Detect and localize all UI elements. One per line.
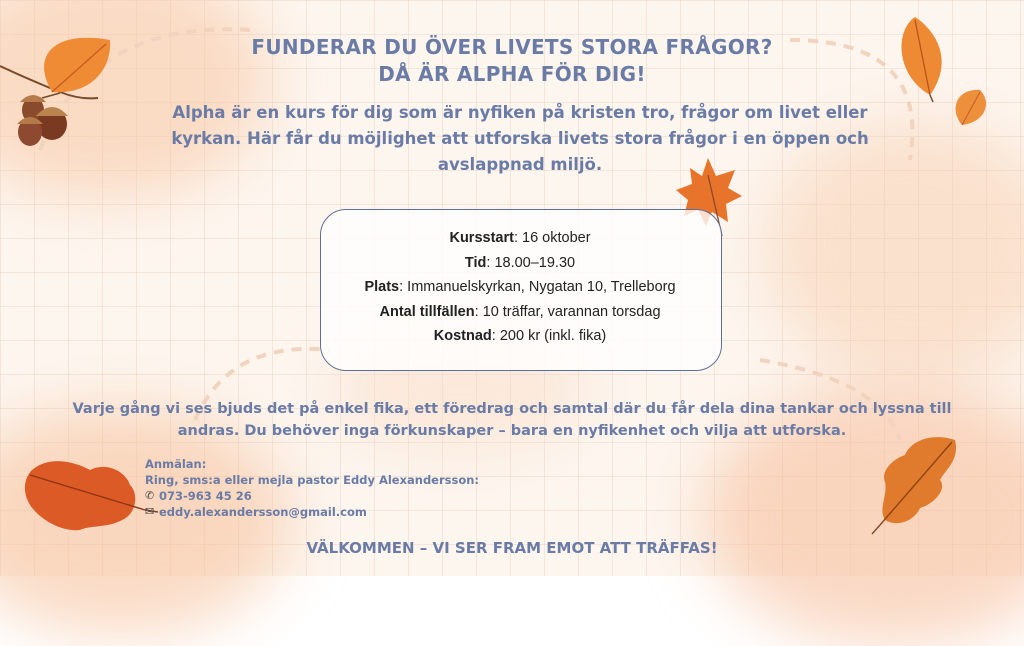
contact-instruction: Ring, sms:a eller mejla pastor Eddy Alexandersson: [145,473,480,487]
phone-number[interactable]: 073-963 45 26 [159,489,252,503]
headline-line-2: DÅ ÄR ALPHA FÖR DIG! [378,62,646,86]
description-text: Varje gång vi ses bjuds det på enkel fika, ett föredrag och samtal där du får dela dina tankar och lyssna till andras. Du behöver inga förkunskaper – bara en nyfikenhet och vilja att utforska. [72,401,952,439]
closing-text: VÄLKOMMEN – VI SER FRAM EMOT ATT TRÄFFAS! [306,539,718,557]
oak-leaf-icon [25,461,158,530]
intro-text: Alpha är en kurs för dig som är nyfiken på kristen tro, frågor om livet eller kyrkan. Här får du möjlighet att utforska livets stora frågor i en öppen och avslappnad miljö. [171,103,869,174]
autumn-leaf-icon [901,17,941,102]
email-address[interactable]: eddy.alexandersson@gmail.com [159,505,367,519]
mail-icon: ✉ [145,505,155,518]
course-details [320,226,720,349]
phone-icon: ✆ [145,489,155,502]
autumn-leaf-icon [956,90,986,125]
headline-line-1: FUNDERAR DU ÖVER LIVETS STORA FRÅGOR? [251,35,773,59]
email-row [145,504,479,520]
contact-section [145,456,479,520]
phone-row [145,488,479,504]
contact-heading: Anmälan: [145,457,207,471]
detail-kursstart: Kursstart: 16 oktober [449,230,591,246]
detail-plats: Plats: Immanuelskyrkan, Nygatan 10, Trelleborg [364,279,676,295]
detail-kostnad: Kostnad: 200 kr (inkl. fika) [433,328,607,344]
detail-antal-tillfallen: Antal tillfällen: 10 träffar, varannan torsdag [379,303,661,320]
oak-leaf-icon [872,437,956,534]
detail-tid: Tid: 18.00–19.30 [464,254,576,271]
